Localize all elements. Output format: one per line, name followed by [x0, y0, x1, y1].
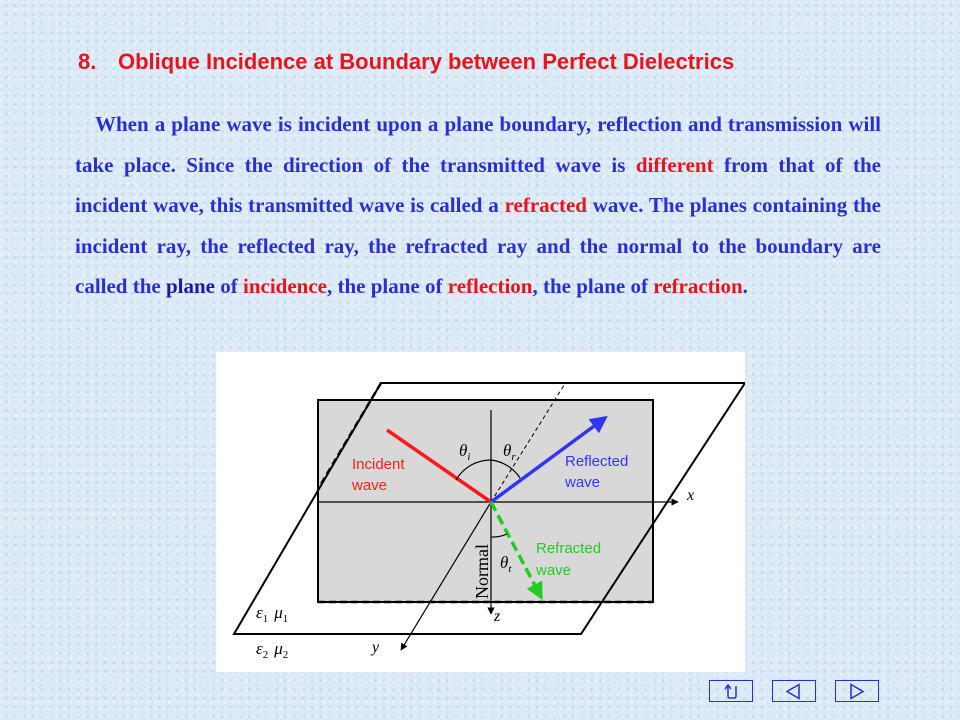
slide-heading [78, 49, 734, 75]
theta-i-label: $\theta_i$ [459, 441, 471, 463]
reflected-label-line2: wave [565, 474, 601, 491]
incident-label-line2: wave [352, 477, 388, 494]
triangle-right-icon [836, 682, 877, 701]
paragraph-text: . [742, 274, 748, 299]
previous-slide-button[interactable] [772, 680, 816, 702]
paragraph-text: , the plane of [327, 274, 448, 299]
refracted-label-line2: wave [536, 562, 572, 579]
heading-number: 8. [78, 49, 97, 74]
y-axis-label: y [372, 639, 380, 656]
highlight-different: different [635, 152, 714, 177]
highlight-refraction: refraction [653, 274, 743, 299]
heading-title: Oblique Incidence at Boundary between Perfect Dielectrics [118, 49, 735, 74]
medium-2-label: $\varepsilon_2$ $\mu_2$ [256, 639, 289, 661]
incident-label-line1: Incident [352, 456, 405, 473]
medium-1-label: $\varepsilon_1$ $\mu_1$ [256, 603, 289, 625]
oblique-incidence-diagram [216, 352, 745, 672]
next-slide-button[interactable] [835, 680, 879, 702]
highlight-reflection: reflection [447, 274, 533, 299]
highlight-refracted: refracted [504, 193, 587, 218]
z-axis-label: z [494, 608, 501, 625]
highlight-incidence: incidence [243, 274, 327, 299]
return-button[interactable] [709, 680, 753, 702]
triangle-left-icon [773, 682, 814, 701]
reflected-label-line1: Reflected [565, 453, 629, 470]
paragraph-text: wave. The planes containing the incident ray, the reflected ray, the refracted ray and the normal to the boundary are called the [75, 193, 881, 299]
x-axis-label: x [687, 487, 695, 504]
paragraph-text: , the plane of [532, 274, 654, 299]
normal-label: Normal [472, 544, 492, 599]
body-paragraph [75, 104, 881, 307]
diagram-canvas [216, 352, 745, 672]
return-arrow-icon [710, 682, 751, 701]
paragraph-text: of [215, 274, 243, 299]
theta-r-label: $\theta_r$ [503, 441, 516, 463]
theta-t-label: $\theta_t$ [500, 553, 512, 575]
paragraph-text: When a plane wave is incident upon a plane boundary, reflection and transmission will take place. Since the direction of the transmitted wave is [75, 112, 881, 177]
refracted-label-line1: Refracted [536, 540, 602, 557]
keyword-plane: plane [165, 274, 215, 299]
paragraph-text: from that of the incident wave, this transmitted wave is called a [75, 152, 881, 218]
